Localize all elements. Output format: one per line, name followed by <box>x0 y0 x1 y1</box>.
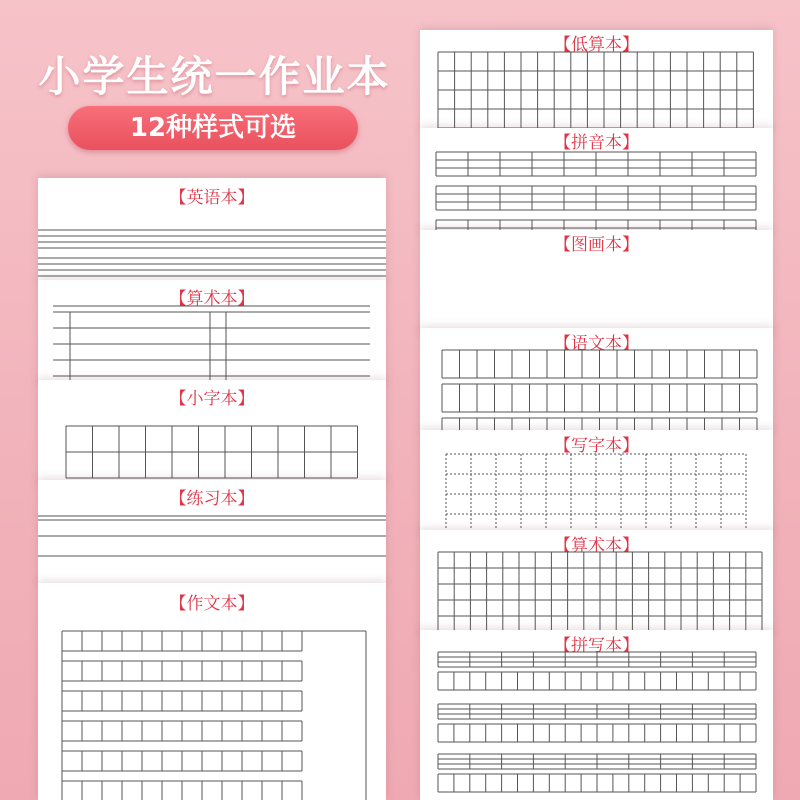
chinese-book-label: 【语文本】 <box>554 334 639 354</box>
card-composition-book <box>38 583 386 800</box>
small-char-book-label: 【小字本】 <box>169 389 255 409</box>
small-char-grid <box>38 380 386 486</box>
writing-grid <box>420 430 773 536</box>
pinyin-writing-book-label: 【拼写本】 <box>554 636 639 656</box>
writing-book-label: 【写字本】 <box>554 436 639 456</box>
pinyin-grid <box>420 128 773 234</box>
card-chinese-book <box>420 328 773 434</box>
composition-grid <box>38 583 386 800</box>
chinese-grid <box>420 328 773 434</box>
card-pinyin-book <box>420 128 773 234</box>
card-practice-book <box>38 480 386 586</box>
math2-book-label: 【算术本】 <box>554 536 639 556</box>
math-book-grid <box>38 280 386 386</box>
english-book-label: 【英语本】 <box>169 188 255 208</box>
card-drawing-book <box>420 230 773 336</box>
composition-book-label: 【作文本】 <box>169 594 255 614</box>
pinyin-book-label: 【拼音本】 <box>554 133 639 153</box>
card-writing-book <box>420 430 773 536</box>
math-book-label: 【算术本】 <box>169 289 255 309</box>
pinyin-writing-grid <box>420 630 773 800</box>
math2-grid <box>420 530 773 636</box>
card-english-book <box>38 178 386 284</box>
practice-book-lines <box>38 480 386 586</box>
english-book-lines <box>38 178 386 284</box>
card-low-math-book <box>420 30 773 132</box>
card-math2-book <box>420 530 773 636</box>
drawing-book-label: 【图画本】 <box>554 235 639 255</box>
page-title: 小学生统一作业本 <box>38 52 391 101</box>
card-pinyin-writing-book <box>420 630 773 800</box>
practice-book-label: 【练习本】 <box>169 489 255 509</box>
card-small-char-book <box>38 380 386 486</box>
low-math-grid <box>420 30 773 132</box>
card-math-book <box>38 280 386 386</box>
styles-badge: 12种样式可选 <box>68 106 358 150</box>
low-math-book-label: 【低算本】 <box>554 35 639 55</box>
